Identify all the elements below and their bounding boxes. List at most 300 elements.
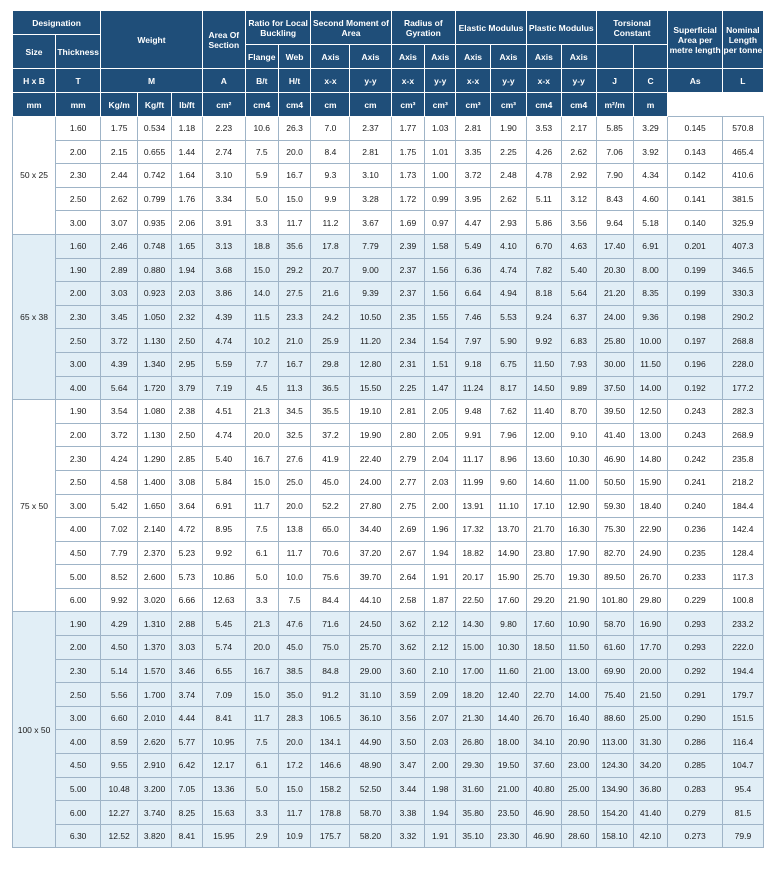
table-cell: 3.03 [171, 636, 202, 660]
table-cell: 20.7 [311, 258, 350, 282]
table-cell: 20.0 [278, 494, 311, 518]
table-cell: 35.80 [456, 801, 491, 825]
table-cell: 11.60 [491, 659, 527, 683]
table-cell: 1.65 [171, 234, 202, 258]
table-cell: 3.92 [633, 140, 668, 164]
table-cell: 4.63 [561, 234, 596, 258]
superficial-header: Superficial Area per metre length [668, 11, 722, 69]
table-cell: 11.7 [245, 706, 278, 730]
table-cell: 2.85 [171, 447, 202, 471]
table-cell: 11.50 [633, 352, 668, 376]
table-cell: 18.20 [456, 683, 491, 707]
table-cell: 0.233 [668, 565, 722, 589]
table-cell: 282.3 [722, 400, 763, 424]
table-cell: 4.29 [101, 612, 138, 636]
table-cell: 8.17 [491, 376, 527, 400]
table-cell: 15.0 [245, 258, 278, 282]
table-cell: 2.62 [561, 140, 596, 164]
unit-cell: cm³ [425, 93, 456, 117]
table-cell: 2.620 [138, 730, 172, 754]
table-cell: 0.201 [668, 234, 722, 258]
table-cell: 3.72 [101, 329, 138, 353]
table-cell: 13.36 [202, 777, 245, 801]
table-cell: 10.2 [245, 329, 278, 353]
table-cell: 69.90 [596, 659, 633, 683]
table-cell: 12.00 [526, 423, 561, 447]
table-cell: 175.7 [311, 824, 350, 848]
table-cell: 3.28 [350, 187, 391, 211]
table-cell: 1.370 [138, 636, 172, 660]
table-cell: 2.81 [350, 140, 391, 164]
table-cell: 0.235 [668, 541, 722, 565]
table-cell: 20.17 [456, 565, 491, 589]
table-cell: 2.80 [391, 423, 425, 447]
table-cell: 5.56 [101, 683, 138, 707]
table-cell: 31.60 [456, 777, 491, 801]
table-cell: 4.10 [491, 234, 527, 258]
table-cell: 0.283 [668, 777, 722, 801]
table-cell: 2.89 [101, 258, 138, 282]
table-cell: 2.32 [171, 305, 202, 329]
table-cell: 5.49 [456, 234, 491, 258]
table-cell: 9.18 [456, 352, 491, 376]
table-cell: 0.880 [138, 258, 172, 282]
table-cell: 1.69 [391, 211, 425, 235]
table-cell: 0.199 [668, 258, 722, 282]
table-cell: 7.93 [561, 352, 596, 376]
table-cell: 20.0 [278, 140, 311, 164]
table-cell: 0.748 [138, 234, 172, 258]
table-cell: 0.141 [668, 187, 722, 211]
table-header [13, 11, 764, 117]
table-cell: 2.25 [391, 376, 425, 400]
symbol-cell: x-x [526, 69, 561, 93]
table-cell: 6.83 [561, 329, 596, 353]
table-cell: 34.40 [350, 518, 391, 542]
table-cell: 50.50 [596, 470, 633, 494]
table-cell: 2.05 [425, 423, 456, 447]
thickness-header: Thickness [56, 35, 101, 69]
table-cell: 0.293 [668, 636, 722, 660]
table-cell: 2.30 [56, 447, 101, 471]
table-cell: 0.290 [668, 706, 722, 730]
table-cell: 3.10 [202, 164, 245, 188]
table-cell: 88.60 [596, 706, 633, 730]
table-cell: 2.140 [138, 518, 172, 542]
table-cell: 14.00 [633, 376, 668, 400]
table-cell: 158.2 [311, 777, 350, 801]
table-cell: 4.74 [202, 423, 245, 447]
table-cell: 1.47 [425, 376, 456, 400]
table-row [13, 754, 764, 778]
table-cell: 2.010 [138, 706, 172, 730]
table-cell: 134.1 [311, 730, 350, 754]
table-cell: 15.50 [350, 376, 391, 400]
table-cell: 2.12 [425, 636, 456, 660]
size-cell: 50 x 25 [13, 117, 56, 235]
table-cell: 7.79 [350, 234, 391, 258]
table-cell: 10.30 [561, 447, 596, 471]
table-cell: 3.59 [391, 683, 425, 707]
table-cell: 38.5 [278, 659, 311, 683]
table-row [13, 494, 764, 518]
table-cell: 7.09 [202, 683, 245, 707]
table-cell: 2.50 [56, 470, 101, 494]
table-cell: 11.99 [456, 470, 491, 494]
table-cell: 21.00 [491, 777, 527, 801]
table-cell: 8.00 [633, 258, 668, 282]
table-cell: 2.30 [56, 305, 101, 329]
table-cell: 2.35 [391, 305, 425, 329]
table-cell: 8.41 [202, 706, 245, 730]
table-cell: 8.96 [491, 447, 527, 471]
table-cell: 2.12 [425, 612, 456, 636]
table-cell: 2.37 [391, 258, 425, 282]
table-cell: 0.241 [668, 470, 722, 494]
table-row [13, 423, 764, 447]
table-cell: 0.285 [668, 754, 722, 778]
table-cell: 9.89 [561, 376, 596, 400]
table-cell: 11.7 [278, 801, 311, 825]
symbol-cell: B/t [245, 69, 278, 93]
table-cell: 9.00 [350, 258, 391, 282]
table-cell: 4.50 [56, 754, 101, 778]
table-cell: 3.79 [171, 376, 202, 400]
table-cell: 35.5 [311, 400, 350, 424]
table-cell: 15.95 [202, 824, 245, 848]
table-cell: 0.196 [668, 352, 722, 376]
table-cell: 9.9 [311, 187, 350, 211]
table-cell: 2.50 [56, 187, 101, 211]
table-cell: 3.56 [391, 706, 425, 730]
table-cell: 2.77 [391, 470, 425, 494]
table-cell: 59.30 [596, 494, 633, 518]
table-cell: 194.4 [722, 659, 763, 683]
table-cell: 5.0 [245, 565, 278, 589]
table-cell: 41.40 [633, 801, 668, 825]
table-row [13, 305, 764, 329]
table-cell: 8.4 [311, 140, 350, 164]
table-row [13, 683, 764, 707]
table-cell: 5.90 [491, 329, 527, 353]
table-cell: 1.60 [56, 117, 101, 141]
table-cell: 3.00 [56, 494, 101, 518]
table-cell: 29.8 [311, 352, 350, 376]
plastic-header: Plastic Modulus [526, 11, 596, 45]
table-cell: 21.6 [311, 282, 350, 306]
table-cell: 1.96 [425, 518, 456, 542]
table-row [13, 352, 764, 376]
table-cell: 7.5 [245, 730, 278, 754]
table-cell: 113.00 [596, 730, 633, 754]
table-cell: 1.76 [171, 187, 202, 211]
table-cell: 21.70 [526, 518, 561, 542]
table-cell: 5.53 [491, 305, 527, 329]
table-cell: 16.30 [561, 518, 596, 542]
table-cell: 11.50 [526, 352, 561, 376]
table-cell: 5.18 [633, 211, 668, 235]
table-cell: 3.020 [138, 588, 172, 612]
table-cell: 4.26 [526, 140, 561, 164]
table-cell: 3.3 [245, 211, 278, 235]
table-cell: 1.90 [56, 612, 101, 636]
table-cell: 39.50 [596, 400, 633, 424]
table-cell: 27.80 [350, 494, 391, 518]
table-cell: 9.80 [491, 612, 527, 636]
table-row [13, 706, 764, 730]
table-cell: 46.90 [526, 801, 561, 825]
table-cell: 8.25 [171, 801, 202, 825]
table-cell: 4.58 [101, 470, 138, 494]
table-cell: 15.90 [491, 565, 527, 589]
table-cell: 11.7 [278, 211, 311, 235]
table-cell: 8.43 [596, 187, 633, 211]
table-cell: 8.35 [633, 282, 668, 306]
table-cell: 12.40 [491, 683, 527, 707]
table-cell: 34.5 [278, 400, 311, 424]
table-cell: 10.9 [278, 824, 311, 848]
table-cell: 1.050 [138, 305, 172, 329]
table-cell: 3.62 [391, 636, 425, 660]
table-cell: 10.30 [491, 636, 527, 660]
table-cell: 28.3 [278, 706, 311, 730]
table-cell: 11.10 [491, 494, 527, 518]
table-cell: 6.36 [456, 258, 491, 282]
table-cell: 29.00 [350, 659, 391, 683]
table-cell: 24.00 [350, 470, 391, 494]
table-cell: 25.00 [561, 777, 596, 801]
table-cell: 14.30 [456, 612, 491, 636]
table-cell: 8.70 [561, 400, 596, 424]
table-cell: 4.39 [101, 352, 138, 376]
table-cell: 2.81 [456, 117, 491, 141]
unit-cell: cm³ [391, 93, 425, 117]
table-cell: 7.5 [278, 588, 311, 612]
table-cell: 9.92 [202, 541, 245, 565]
table-cell: 4.60 [633, 187, 668, 211]
table-cell: 10.90 [561, 612, 596, 636]
symbol-cell: H x B [13, 69, 56, 93]
table-cell: 5.74 [202, 636, 245, 660]
unit-cell: mm [56, 93, 101, 117]
table-cell: 9.39 [350, 282, 391, 306]
table-cell: 52.2 [311, 494, 350, 518]
table-cell: 1.90 [491, 117, 527, 141]
table-cell: 2.600 [138, 565, 172, 589]
table-cell: 37.50 [596, 376, 633, 400]
unit-cell: cm4 [526, 93, 561, 117]
table-cell: 1.94 [171, 258, 202, 282]
table-cell: 28.50 [561, 801, 596, 825]
table-cell: 2.07 [425, 706, 456, 730]
table-cell: 2.58 [391, 588, 425, 612]
table-cell: 75.0 [311, 636, 350, 660]
table-cell: 0.197 [668, 329, 722, 353]
table-cell: 3.45 [101, 305, 138, 329]
table-cell: 6.91 [202, 494, 245, 518]
table-cell: 0.99 [425, 187, 456, 211]
table-cell: 24.50 [350, 612, 391, 636]
table-cell: 178.8 [311, 801, 350, 825]
elastic-header: Elastic Modulus [456, 11, 527, 45]
table-cell: 3.56 [561, 211, 596, 235]
table-row [13, 777, 764, 801]
table-cell: 6.70 [526, 234, 561, 258]
table-cell: 2.75 [391, 494, 425, 518]
table-cell: 4.34 [633, 164, 668, 188]
table-row [13, 329, 764, 353]
table-cell: 10.86 [202, 565, 245, 589]
table-cell: 1.650 [138, 494, 172, 518]
table-cell: 2.00 [425, 494, 456, 518]
table-row [13, 612, 764, 636]
size-cell: 75 x 50 [13, 400, 56, 612]
table-cell: 7.5 [245, 140, 278, 164]
table-cell: 2.06 [171, 211, 202, 235]
table-cell: 6.75 [491, 352, 527, 376]
table-cell: 5.11 [526, 187, 561, 211]
table-cell: 44.10 [350, 588, 391, 612]
table-cell: 11.2 [311, 211, 350, 235]
table-cell: 82.70 [596, 541, 633, 565]
table-cell: 17.90 [561, 541, 596, 565]
table-cell: 17.10 [526, 494, 561, 518]
table-cell: 71.6 [311, 612, 350, 636]
table-cell: 31.30 [633, 730, 668, 754]
table-cell: 179.7 [722, 683, 763, 707]
table-cell: 39.70 [350, 565, 391, 589]
table-cell: 29.30 [456, 754, 491, 778]
table-cell: 14.50 [526, 376, 561, 400]
table-cell: 1.90 [56, 400, 101, 424]
table-row [13, 234, 764, 258]
table-row [13, 470, 764, 494]
table-cell: 1.51 [425, 352, 456, 376]
table-cell: 17.60 [526, 612, 561, 636]
table-cell: 6.55 [202, 659, 245, 683]
table-cell: 0.243 [668, 400, 722, 424]
table-row [13, 565, 764, 589]
symbol-cell: y-y [425, 69, 456, 93]
table-cell: 1.44 [171, 140, 202, 164]
table-cell: 9.36 [633, 305, 668, 329]
table-cell: 75.6 [311, 565, 350, 589]
table-cell: 5.77 [171, 730, 202, 754]
table-cell: 16.90 [633, 612, 668, 636]
size-cell: 65 x 38 [13, 234, 56, 399]
table-cell: 84.4 [311, 588, 350, 612]
table-cell: 52.50 [350, 777, 391, 801]
table-cell: 11.24 [456, 376, 491, 400]
web-header: Web [278, 45, 311, 69]
table-cell: 3.34 [202, 187, 245, 211]
table-cell: 3.29 [633, 117, 668, 141]
table-cell: 34.10 [526, 730, 561, 754]
table-cell: 4.78 [526, 164, 561, 188]
table-cell: 24.2 [311, 305, 350, 329]
table-cell: 25.0 [278, 470, 311, 494]
table-cell: 0.145 [668, 117, 722, 141]
axis-header: Axis [456, 45, 491, 69]
table-cell: 3.46 [171, 659, 202, 683]
table-cell: 4.00 [56, 730, 101, 754]
table-cell: 32.5 [278, 423, 311, 447]
table-cell: 8.52 [101, 565, 138, 589]
table-cell: 35.10 [456, 824, 491, 848]
table-cell: 26.70 [633, 565, 668, 589]
table-cell: 7.7 [245, 352, 278, 376]
table-cell: 381.5 [722, 187, 763, 211]
table-row [13, 447, 764, 471]
table-cell: 13.91 [456, 494, 491, 518]
table-cell: 75.40 [596, 683, 633, 707]
table-cell: 17.00 [456, 659, 491, 683]
table-cell: 47.6 [278, 612, 311, 636]
table-cell: 10.0 [278, 565, 311, 589]
table-cell: 12.80 [350, 352, 391, 376]
table-cell: 3.08 [171, 470, 202, 494]
table-cell: 407.3 [722, 234, 763, 258]
table-cell: 184.4 [722, 494, 763, 518]
table-cell: 2.95 [171, 352, 202, 376]
table-row [13, 140, 764, 164]
table-cell: 0.655 [138, 140, 172, 164]
table-cell: 34.20 [633, 754, 668, 778]
table-cell: 15.0 [278, 187, 311, 211]
table-cell: 0.291 [668, 683, 722, 707]
table-cell: 3.07 [101, 211, 138, 235]
table-cell: 2.00 [56, 282, 101, 306]
table-cell: 16.40 [561, 706, 596, 730]
table-cell: 2.30 [56, 164, 101, 188]
flange-header: Flange [245, 45, 278, 69]
table-cell: 4.74 [491, 258, 527, 282]
table-cell: 21.30 [456, 706, 491, 730]
table-cell: 346.5 [722, 258, 763, 282]
table-cell: 20.0 [278, 730, 311, 754]
table-cell: 22.50 [456, 588, 491, 612]
table-cell: 11.7 [278, 541, 311, 565]
table-cell: 4.50 [101, 636, 138, 660]
table-cell: 4.72 [171, 518, 202, 542]
table-cell: 10.50 [350, 305, 391, 329]
table-cell: 0.534 [138, 117, 172, 141]
axis-header: Axis [561, 45, 596, 69]
table-cell: 7.46 [456, 305, 491, 329]
table-cell: 1.75 [101, 117, 138, 141]
table-cell: 2.31 [391, 352, 425, 376]
table-cell: 2.93 [491, 211, 527, 235]
table-cell: 1.03 [425, 117, 456, 141]
table-cell: 7.96 [491, 423, 527, 447]
table-cell: 13.8 [278, 518, 311, 542]
table-cell: 9.92 [101, 588, 138, 612]
axis-header: Axis [491, 45, 527, 69]
axis-header: Axis [391, 45, 425, 69]
table-cell: 5.73 [171, 565, 202, 589]
symbol-cell: J [596, 69, 633, 93]
table-cell: 268.8 [722, 329, 763, 353]
table-cell: 3.00 [56, 352, 101, 376]
table-cell: 2.05 [425, 400, 456, 424]
table-cell: 0.799 [138, 187, 172, 211]
table-cell: 2.38 [171, 400, 202, 424]
table-cell: 7.82 [526, 258, 561, 282]
table-cell: 9.48 [456, 400, 491, 424]
unit-cell: cm³ [491, 93, 527, 117]
table-cell: 0.292 [668, 659, 722, 683]
table-cell: 28.60 [561, 824, 596, 848]
